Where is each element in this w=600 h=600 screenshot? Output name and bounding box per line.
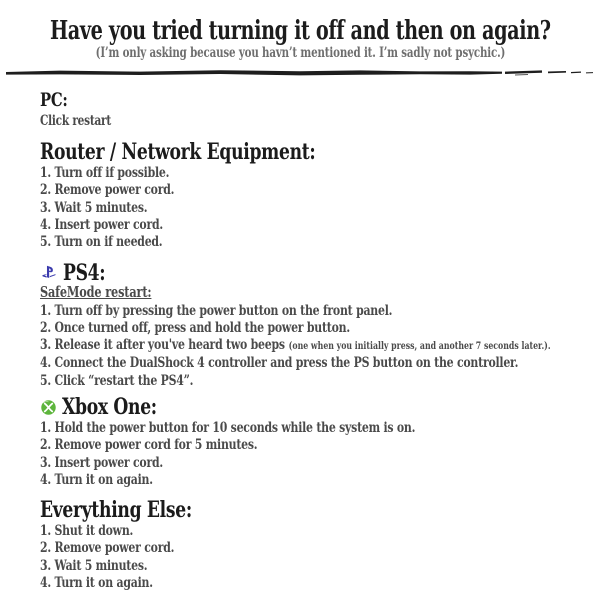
step-item: Click restart xyxy=(40,113,111,129)
section-router-heading-row xyxy=(40,140,393,164)
step-item: 2. Once turned off, press and hold the power button. xyxy=(40,319,350,336)
step-item: 3. Wait 5 minutes. xyxy=(40,557,148,574)
section-else-steps xyxy=(40,523,235,592)
step-item: 3. Insert power cord. xyxy=(40,454,163,471)
section-xbox-steps xyxy=(40,420,521,489)
distressed-divider xyxy=(0,64,600,82)
header xyxy=(0,16,600,46)
step-item: 2. Remove power cord for 5 minutes. xyxy=(40,437,258,454)
step-item: 1. Turn off by pressing the power button on the front panel. xyxy=(40,302,393,319)
step-item: 1. Hold the power button for 10 seconds while the system is on. xyxy=(40,420,416,436)
step-item: 1. Shut it down. xyxy=(40,523,134,539)
ps4-subheading: SafeMode restart: xyxy=(40,284,152,301)
section-ps4-heading-row xyxy=(40,261,600,285)
step-item: 1. Turn off if possible. xyxy=(40,165,170,181)
beep-note: (one when you initially press, and another 7 seconds later.). xyxy=(288,341,551,353)
xbox-icon xyxy=(40,399,57,416)
section-xbox-heading-row xyxy=(40,395,521,419)
step-item: 2. Remove power cord. xyxy=(40,540,175,557)
step-item: 3. Wait 5 minutes. xyxy=(40,199,148,216)
step-item: 5. Turn on if needed. xyxy=(40,234,163,251)
section-ps4 xyxy=(40,261,600,390)
step-item: 5. Click “restart the PS4”. xyxy=(40,372,194,389)
step-item: 4. Turn it on again. xyxy=(40,471,153,488)
step-item: 4. Turn it on again. xyxy=(40,574,153,591)
step-item xyxy=(40,337,551,355)
section-router-steps xyxy=(40,165,393,251)
step-item: 4. Insert power cord. xyxy=(40,216,163,233)
header-subtitle-row xyxy=(0,45,600,62)
section-ps4-steps xyxy=(40,303,600,390)
playstation-icon xyxy=(40,264,58,282)
step-item: 2. Remove power cord. xyxy=(40,182,175,199)
section-pc-steps xyxy=(40,113,131,129)
section-heading-everything-else: Everything Else: xyxy=(40,497,192,523)
step-item: 4. Connect the DualShock 4 controller and press the PS button on the controller. xyxy=(40,355,519,372)
section-heading-ps4: PS4: xyxy=(63,260,106,286)
section-xbox xyxy=(40,395,521,489)
page-subtitle: (I’m only asking because you havn’t mentioned it. I’m sadly not psychic.) xyxy=(95,45,505,61)
section-router xyxy=(40,140,393,251)
section-heading-router: Router / Network Equipment: xyxy=(40,139,316,165)
section-else-heading-row xyxy=(40,498,235,522)
section-everything-else xyxy=(40,498,235,592)
section-heading-xbox: Xbox One: xyxy=(62,394,157,420)
section-heading-pc: PC: xyxy=(40,89,68,111)
section-pc xyxy=(40,89,131,129)
section-pc-heading-row xyxy=(40,89,131,111)
page-title: Have you tried turning it off and then on again? xyxy=(49,16,551,46)
step-text: 3. Release it after you've heard two beeps xyxy=(40,337,285,354)
